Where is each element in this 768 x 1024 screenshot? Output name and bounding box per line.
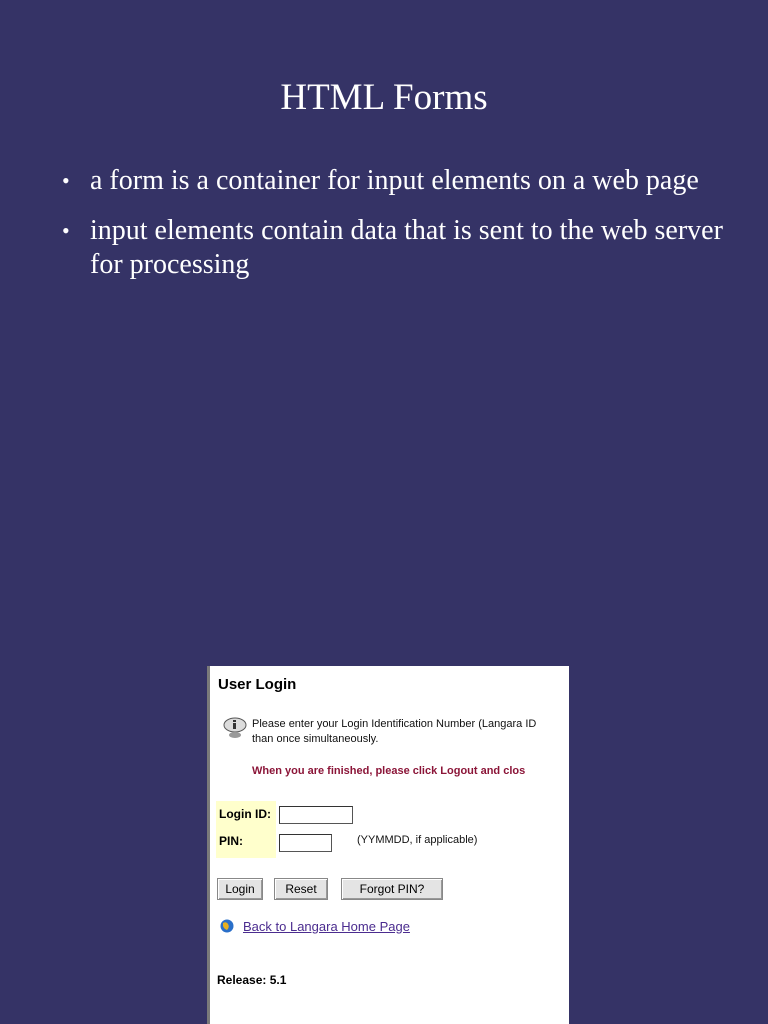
bullet-dot-icon: • [62,218,70,243]
bullet-item [62,164,732,198]
bullet-dot-icon: • [62,168,70,193]
bullet-text: a form is a container for input elements on a web page [90,165,699,196]
release-version: Release: 5.1 [217,973,287,987]
slide-title: HTML Forms [280,77,488,118]
reset-button[interactable]: Reset [274,878,328,900]
bullet-text: input elements contain data that is sent to the web server for processing [90,215,723,280]
login-form-screenshot [207,666,569,1024]
login-id-label: Login ID: [219,807,271,821]
bullet-list [62,164,732,298]
instruction-line: Please enter your Login Identification Number (Langara ID [252,718,537,730]
logout-warning: When you are finished, please click Logout and clos [252,765,526,777]
login-button[interactable]: Login [217,878,263,900]
login-instructions [252,717,536,747]
login-id-input[interactable] [279,806,353,824]
instruction-line: than once simultaneously. [252,733,379,745]
bullet-item [62,214,732,282]
home-page-link[interactable]: Back to Langara Home Page [243,919,410,934]
pin-format-hint: (YYMMDD, if applicable) [357,834,478,846]
pin-input[interactable] [279,834,332,852]
pin-label: PIN: [219,834,243,848]
info-icon [222,716,248,740]
forgot-pin-button[interactable]: Forgot PIN? [341,878,443,900]
globe-icon [220,919,234,933]
user-login-heading: User Login [218,676,297,693]
